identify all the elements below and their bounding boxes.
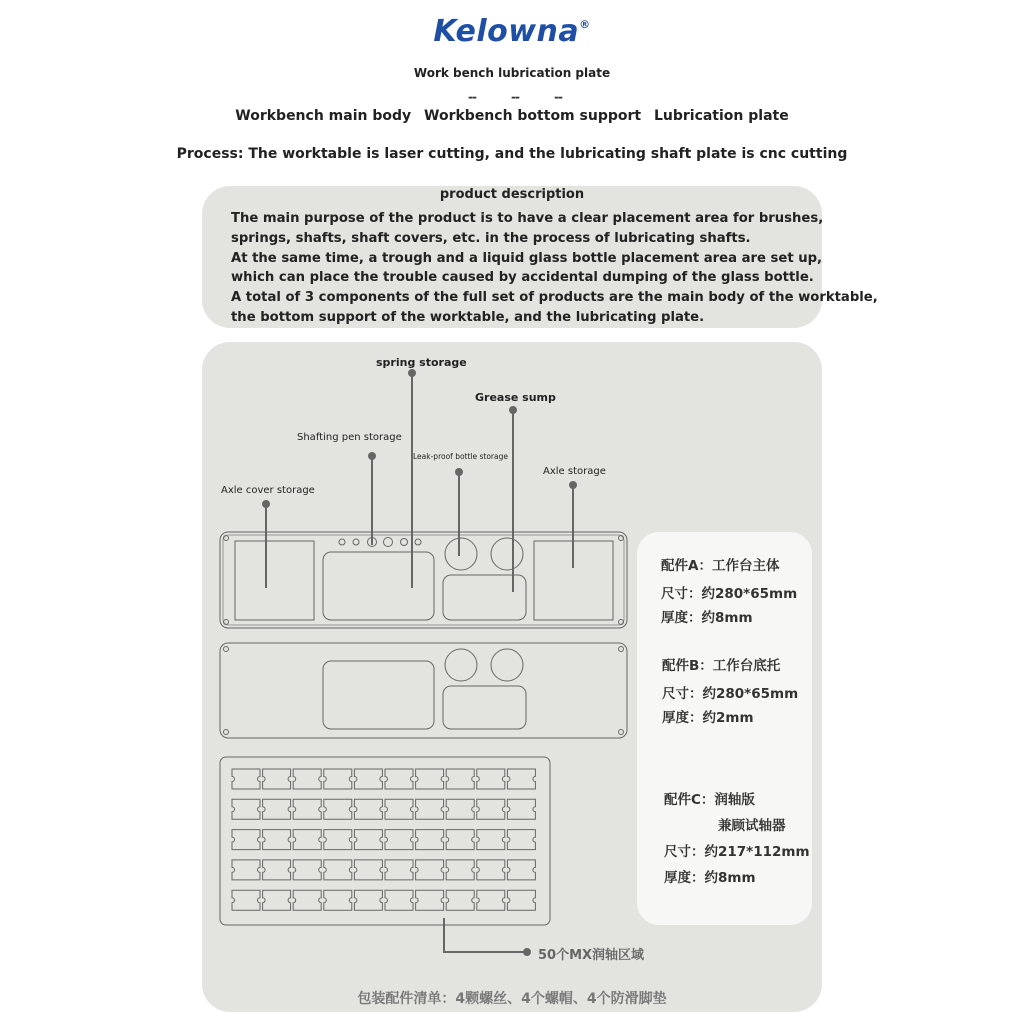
mx-slot <box>446 799 474 819</box>
spec-a-thickness: 厚度：约8mm <box>661 610 753 626</box>
component-bottom-support: Workbench bottom support <box>424 108 642 124</box>
mx-slot <box>507 860 535 880</box>
mx-slot <box>324 830 352 850</box>
spec-c-thickness: 厚度：约8mm <box>664 870 756 886</box>
mx-slot <box>507 769 535 789</box>
mx-slot <box>385 830 413 850</box>
mx-slot <box>477 769 505 789</box>
component-lubrication-plate: Lubrication plate <box>653 108 789 124</box>
mx-slot <box>385 860 413 880</box>
dash-marker: -- <box>468 90 476 104</box>
spec-b-name: 配件B：工作台底托 <box>662 658 781 674</box>
mx-slot <box>232 860 260 880</box>
process-note: Process: The worktable is laser cutting, and the lubricating shaft plate is cnc cutting <box>176 146 848 162</box>
mx-slot <box>354 830 382 850</box>
mx-slot-grid <box>232 769 535 910</box>
callout-axle-cover-storage: Axle cover storage <box>221 485 315 496</box>
callout-shafting-pen-storage: Shafting pen storage <box>297 432 402 443</box>
spec-c-name: 配件C：润轴版 <box>664 792 755 808</box>
bottle-slot <box>491 538 523 570</box>
mx-slot <box>416 860 444 880</box>
plate-a-main-body <box>220 532 627 628</box>
spec-c-name-line2: 兼顾试轴器 <box>718 818 786 834</box>
mx-slot <box>324 769 352 789</box>
callout-axle-storage: Axle storage <box>543 466 606 477</box>
mx-slot <box>324 799 352 819</box>
spec-c-size: 尺寸：约217*112mm <box>664 844 810 860</box>
mx-slot <box>446 860 474 880</box>
callout-spring-storage: spring storage <box>376 356 467 369</box>
mx-slot <box>385 769 413 789</box>
mx-slot <box>354 890 382 910</box>
callout-leak-proof-bottle-storage: Leak-proof bottle storage <box>413 452 508 461</box>
component-main-body: Workbench main body <box>235 108 412 124</box>
mx-slot <box>416 769 444 789</box>
mx-slot <box>293 799 321 819</box>
mx-slot <box>232 830 260 850</box>
description-line: The main purpose of the product is to have a clear placement area for brushes, <box>231 211 824 226</box>
mx-slot <box>232 799 260 819</box>
mx-slot <box>354 799 382 819</box>
mx-slot <box>293 860 321 880</box>
mx-slot <box>232 769 260 789</box>
mx-slot <box>354 860 382 880</box>
callout-grease-sump: Grease sump <box>475 391 556 404</box>
description-line: springs, shafts, shaft covers, etc. in the process of lubricating shafts. <box>231 230 751 246</box>
description-line: which can place the trouble caused by accidental dumping of the glass bottle. <box>231 270 814 286</box>
mx-slot <box>263 860 291 880</box>
spec-b-thickness: 厚度：约2mm <box>662 710 754 726</box>
spec-b-size: 尺寸：约280*65mm <box>662 686 799 702</box>
axle-cover-slot <box>235 541 314 620</box>
dash-marker: -- <box>554 90 562 104</box>
dash-marker: -- <box>511 90 519 104</box>
mx-slot <box>477 799 505 819</box>
mx-slot <box>507 830 535 850</box>
mx-slot <box>385 890 413 910</box>
mx-slot <box>354 769 382 789</box>
mx-slot <box>477 890 505 910</box>
page-subtitle: Work bench lubrication plate <box>413 66 611 80</box>
plate-b-bottom-support <box>220 643 627 738</box>
mx-slot <box>293 830 321 850</box>
mx-slot <box>416 890 444 910</box>
mx-slot <box>446 830 474 850</box>
mx-slot <box>263 769 291 789</box>
bottle-slot <box>445 538 477 570</box>
description-line: A total of 3 components of the full set of products are the main body of the worktable, <box>231 290 878 306</box>
spec-a-name: 配件A：工作台主体 <box>661 558 780 574</box>
packing-list: 包装配件清单：4颗螺丝、4个螺帽、4个防滑脚垫 <box>357 991 667 1007</box>
mx-slot <box>416 830 444 850</box>
mx-slot <box>232 890 260 910</box>
mx-slot <box>324 890 352 910</box>
description-line: At the same time, a trough and a liquid glass bottle placement area are set up, <box>231 250 823 266</box>
mx-slot <box>446 769 474 789</box>
description-line: the bottom support of the worktable, and the lubricating plate. <box>231 309 705 325</box>
registered-mark: ® <box>579 18 591 31</box>
mx-slot <box>293 769 321 789</box>
brand-name: Kelowna <box>433 14 580 49</box>
mx-slot <box>385 799 413 819</box>
mx-slot <box>446 890 474 910</box>
mx-slot <box>416 799 444 819</box>
mx-slot <box>507 799 535 819</box>
mx-slot <box>477 860 505 880</box>
spec-a-size: 尺寸：约280*65mm <box>661 586 798 602</box>
mx-slot <box>293 890 321 910</box>
mx-slot <box>477 830 505 850</box>
description-title: product description <box>439 187 585 202</box>
mx-area-label: 50个MX润轴区域 <box>538 948 645 963</box>
mx-slot <box>263 799 291 819</box>
mx-slot <box>324 860 352 880</box>
spring-slot <box>323 552 434 620</box>
mx-slot <box>507 890 535 910</box>
mx-slot <box>263 830 291 850</box>
mx-slot <box>263 890 291 910</box>
